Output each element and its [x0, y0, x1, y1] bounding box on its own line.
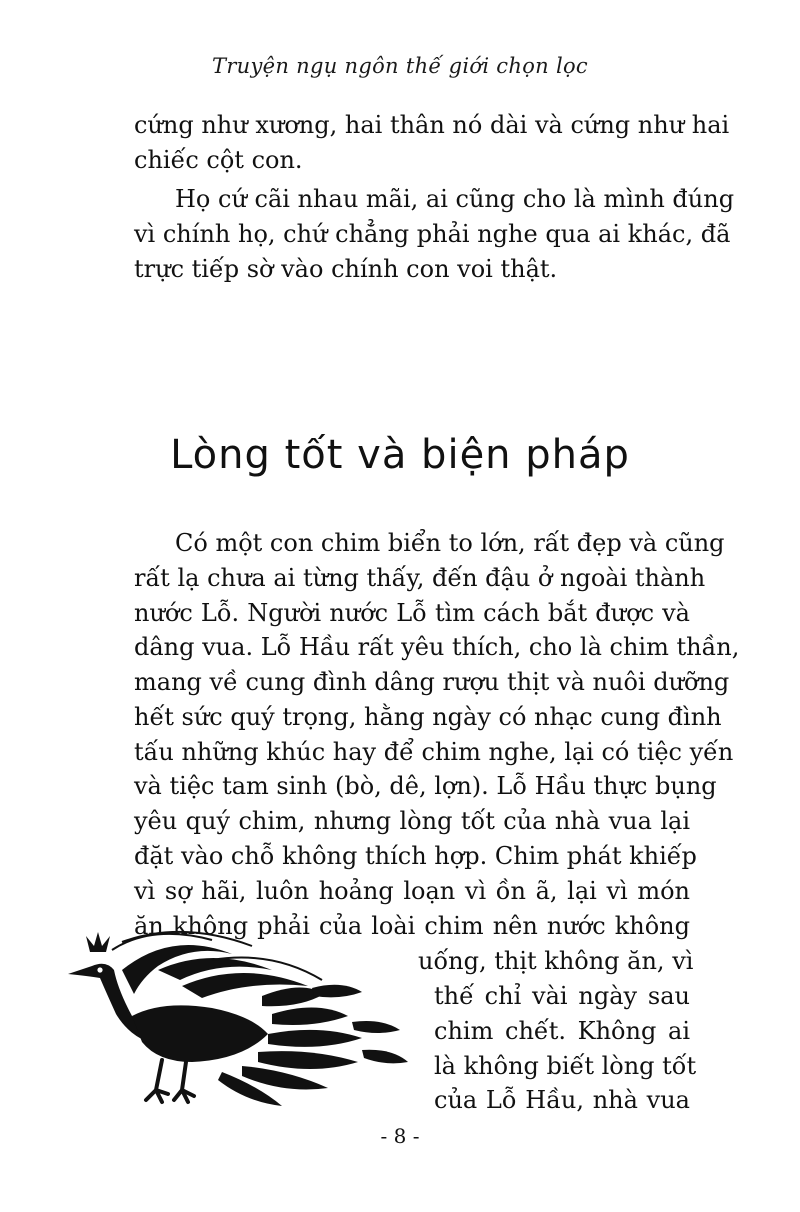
paragraph-line: và tiệc tam sinh (bò, dê, lợn). Lỗ Hầu thực bụng [134, 772, 717, 800]
page-number: - 8 - [380, 1124, 420, 1148]
paragraph-line: vì chính họ, chứ chẳng phải nghe qua ai khác, đã [134, 220, 731, 248]
paragraph-line: cứng như xương, hai thân nó dài và cứng như hai [134, 111, 730, 139]
paragraph-line: uống, thịt không ăn, vì [418, 947, 694, 975]
paragraph-line: thế chỉ vài ngày sau [434, 982, 690, 1010]
paragraph-line: tấu những khúc hay để chim nghe, lại có tiệc yến [134, 738, 734, 766]
paragraph-line: mang về cung đình dâng rượu thịt và nuôi dưỡng [134, 668, 730, 696]
paragraph-line: Có một con chim biển to lớn, rất đẹp và cũng [175, 529, 725, 557]
paragraph-line: chim chết. Không ai [434, 1017, 690, 1045]
paragraph-line: nước Lỗ. Người nước Lỗ tìm cách bắt được và [134, 599, 690, 627]
paragraph-line: hết sức quý trọng, hằng ngày có nhạc cung đình [134, 703, 722, 731]
paragraph-line: đặt vào chỗ không thích hợp. Chim phát khiếp [134, 842, 697, 870]
running-header: Truyện ngụ ngôn thế giới chọn lọc [212, 54, 588, 78]
paragraph-line: yêu quý chim, nhưng lòng tốt của nhà vua lại [134, 807, 690, 835]
paragraph-line: là không biết lòng tốt [434, 1052, 697, 1080]
paragraph-line: rất lạ chưa ai từng thấy, đến đậu ở ngoài thành [134, 564, 706, 592]
paragraph-line: vì sợ hãi, luôn hoảng loạn vì ồn ã, lại vì món [134, 877, 690, 905]
paragraph-line: ăn không phải của loài chim nên nước không [134, 912, 690, 940]
paragraph-line: dâng vua. Lỗ Hầu rất yêu thích, cho là chim thần, [134, 633, 740, 661]
crown-icon [86, 932, 110, 952]
story-title: Lòng tốt và biện pháp [170, 432, 630, 478]
paragraph-line: của Lỗ Hầu, nhà vua [434, 1086, 690, 1114]
paragraph-line: trực tiếp sờ vào chính con voi thật. [134, 255, 558, 283]
phoenix-bird-illustration [62, 930, 422, 1110]
paragraph-line: chiếc cột con. [134, 146, 303, 174]
paragraph-line: Họ cứ cãi nhau mãi, ai cũng cho là mình đúng [175, 185, 735, 213]
